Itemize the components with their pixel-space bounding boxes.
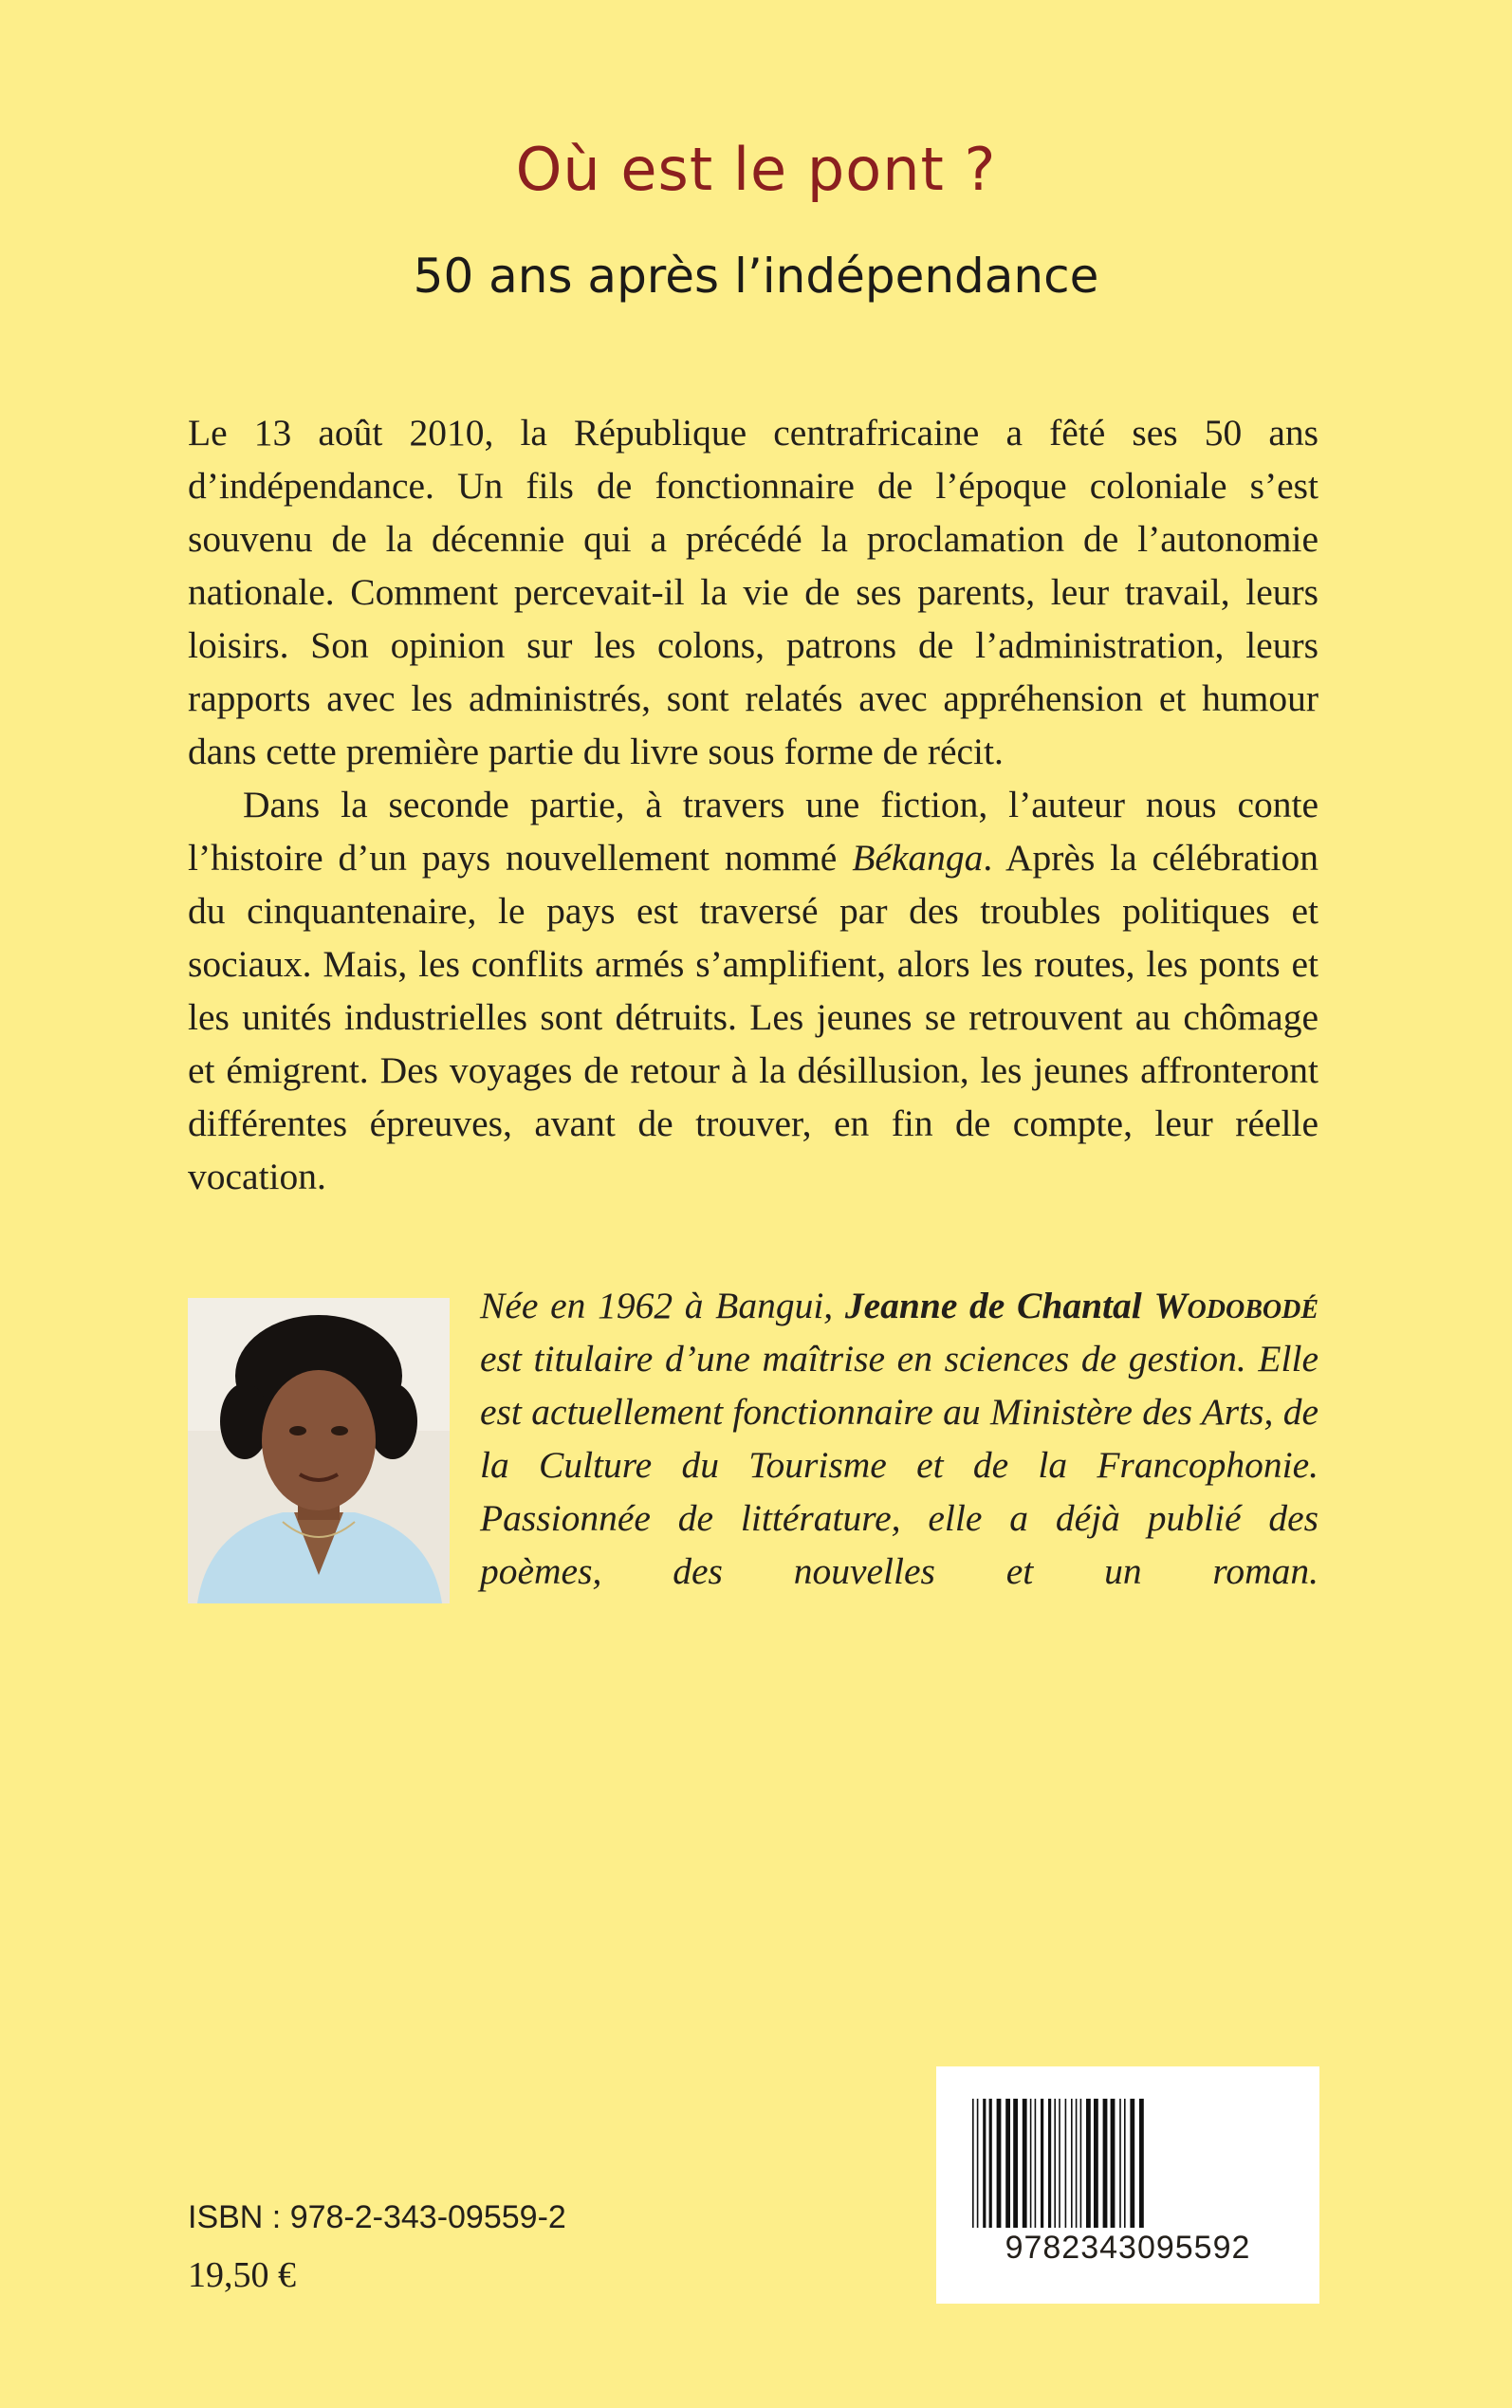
blurb-paragraph-2-end: . Après la célébration du cinquantenaire, le pays est traversé par des troubles politiques et sociaux. Mais, les conflits armés s’amplifient, alors les routes, les ponts et les unités industrielles sont détruits. Les jeunes se retrouvent au chômage et émigrent. Des voyages de retour à la désillusion, les jeunes affronteront différentes épreuves, avant de trouver, en fin de compte, leur réelle vocation.: [188, 837, 1319, 1197]
author-bio: [480, 1279, 1318, 1598]
blurb-paragraph-1: Le 13 août 2010, la République centrafricaine a fêté ses 50 ans d’indépendance. Un fils de fonctionnaire de l’époque coloniale s’est souvenu de la décennie qui a précédé la proclamation de l’autonomie nationale. Comment percevait-il la vie de ses parents, leur travail, leurs loisirs. Son opinion sur les colons, patrons de l’administration, leurs rapports avec les administrés, sont relatés avec appréhension et humour dans cette première partie du livre sous forme de récit.: [188, 412, 1318, 772]
blurb-paragraph-2: [188, 778, 1318, 1203]
back-cover-blurb: [188, 406, 1318, 1203]
author-name: Jeanne de Chantal: [844, 1285, 1142, 1326]
barcode-number: 9782343095592: [1005, 2230, 1251, 2266]
country-name: Békanga: [852, 837, 984, 879]
blurb-paragraph-2-start: Dans la seconde partie, à travers une fiction, l’auteur nous conte l’histoire d’un pays nouvellement nommé: [188, 784, 1318, 879]
barcode: [936, 2066, 1319, 2304]
barcode-bars: [970, 2099, 1285, 2228]
book-subtitle: 50 ans après l’indépendance: [413, 249, 1099, 304]
author-photo: [188, 1298, 450, 1603]
price: 19,50 €: [188, 2255, 296, 2295]
author-surname: Wodobodé: [1153, 1285, 1319, 1326]
author-bio-intro: Née en 1962 à Bangui,: [480, 1285, 845, 1326]
book-title: Où est le pont ?: [515, 135, 997, 204]
author-bio-text: est titulaire d’une maîtrise en sciences de gestion. Elle est actuellement fonctionnaire au Ministère des Arts, de la Culture du Tourisme et de la Francophonie. Passionnée de littérature, elle a déjà publié des poèmes, des nouvelles et un roman.: [480, 1338, 1318, 1592]
isbn: ISBN : 978-2-343-09559-2: [188, 2199, 566, 2235]
